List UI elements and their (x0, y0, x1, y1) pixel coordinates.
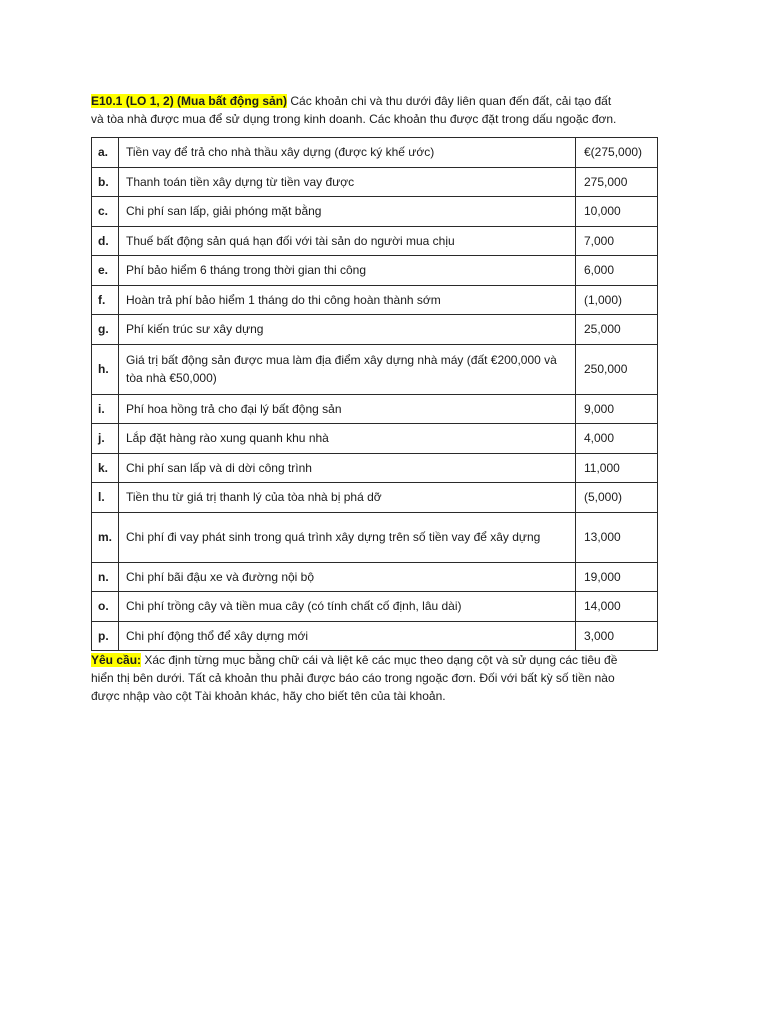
requirement-paragraph (91, 651, 621, 705)
row-description: Phí kiến trúc sư xây dựng (119, 315, 576, 345)
row-description: Thuế bất động sản quá hạn đối với tài sản do người mua chịu (119, 226, 576, 256)
exercise-title-highlight: E10.1 (LO 1, 2) (Mua bất động sản) (91, 94, 288, 108)
row-description: Chi phí bãi đậu xe và đường nội bộ (119, 562, 576, 592)
row-amount: 9,000 (576, 394, 658, 424)
requirement-text: Xác định từng mục bằng chữ cái và liệt kê các mục theo dạng cột và sử dụng các tiêu đề hiển thị bên dưới. Tất cả khoản thu phải được báo cáo trong ngoặc đơn. Đối với bất kỳ số tiền nào được nhập vào cột Tài khoản khác, hãy cho biết tên của tài khoản. (91, 653, 618, 703)
row-amount: 6,000 (576, 256, 658, 286)
row-amount: 19,000 (576, 562, 658, 592)
row-description: Tiền thu từ giá trị thanh lý của tòa nhà bị phá dỡ (119, 483, 576, 513)
table-row (92, 394, 658, 424)
row-amount: 10,000 (576, 197, 658, 227)
row-amount: 11,000 (576, 453, 658, 483)
row-letter: f. (92, 285, 119, 315)
row-letter: n. (92, 562, 119, 592)
table-row (92, 453, 658, 483)
row-amount: 14,000 (576, 592, 658, 622)
row-amount: 250,000 (576, 344, 658, 394)
row-letter: g. (92, 315, 119, 345)
table-row (92, 226, 658, 256)
row-amount: €(275,000) (576, 138, 658, 168)
expenditures-table (91, 137, 658, 651)
document-content (91, 92, 657, 705)
table-row (92, 562, 658, 592)
table-row (92, 167, 658, 197)
row-letter: j. (92, 424, 119, 454)
row-amount: 3,000 (576, 621, 658, 651)
table-row (92, 197, 658, 227)
row-amount: 7,000 (576, 226, 658, 256)
row-amount: 275,000 (576, 167, 658, 197)
row-amount: (5,000) (576, 483, 658, 513)
table-row (92, 285, 658, 315)
table-row (92, 621, 658, 651)
table-row (92, 483, 658, 513)
table-row (92, 138, 658, 168)
table-row (92, 424, 658, 454)
row-description: Tiền vay để trả cho nhà thầu xây dựng (được ký khế ước) (119, 138, 576, 168)
row-description: Phí bảo hiểm 6 tháng trong thời gian thi công (119, 256, 576, 286)
row-letter: l. (92, 483, 119, 513)
row-description: Chi phí san lấp và di dời công trình (119, 453, 576, 483)
exercise-intro (91, 92, 621, 128)
row-description: Giá trị bất động sản được mua làm địa điểm xây dựng nhà máy (đất €200,000 và tòa nhà €50,000) (119, 344, 576, 394)
row-description: Chi phí đi vay phát sinh trong quá trình xây dựng trên số tiền vay để xây dựng (119, 512, 576, 562)
row-description: Phí hoa hồng trả cho đại lý bất động sản (119, 394, 576, 424)
table-row (92, 315, 658, 345)
row-letter: c. (92, 197, 119, 227)
row-description: Hoàn trả phí bảo hiểm 1 tháng do thi công hoàn thành sớm (119, 285, 576, 315)
row-letter: a. (92, 138, 119, 168)
row-description: Lắp đặt hàng rào xung quanh khu nhà (119, 424, 576, 454)
row-description: Thanh toán tiền xây dựng từ tiền vay được (119, 167, 576, 197)
exercise-intro-text: Các khoản chi và thu dưới đây liên quan đến đất, cải tạo đất và tòa nhà được mua để sử dụng trong kinh doanh. Các khoản thu được đặt trong dấu ngoặc đơn. (91, 94, 617, 126)
table-row (92, 512, 658, 562)
row-description: Chi phí động thổ để xây dựng mới (119, 621, 576, 651)
row-amount: (1,000) (576, 285, 658, 315)
row-letter: k. (92, 453, 119, 483)
table-row (92, 256, 658, 286)
table-row (92, 344, 658, 394)
row-letter: m. (92, 512, 119, 562)
requirement-label-highlight: Yêu cầu: (91, 653, 142, 667)
row-amount: 4,000 (576, 424, 658, 454)
row-amount: 13,000 (576, 512, 658, 562)
row-description: Chi phí trồng cây và tiền mua cây (có tính chất cố định, lâu dài) (119, 592, 576, 622)
row-description: Chi phí san lấp, giải phóng mặt bằng (119, 197, 576, 227)
row-letter: d. (92, 226, 119, 256)
row-letter: o. (92, 592, 119, 622)
row-letter: h. (92, 344, 119, 394)
table-row (92, 592, 658, 622)
row-letter: i. (92, 394, 119, 424)
row-amount: 25,000 (576, 315, 658, 345)
row-letter: b. (92, 167, 119, 197)
row-letter: e. (92, 256, 119, 286)
row-letter: p. (92, 621, 119, 651)
